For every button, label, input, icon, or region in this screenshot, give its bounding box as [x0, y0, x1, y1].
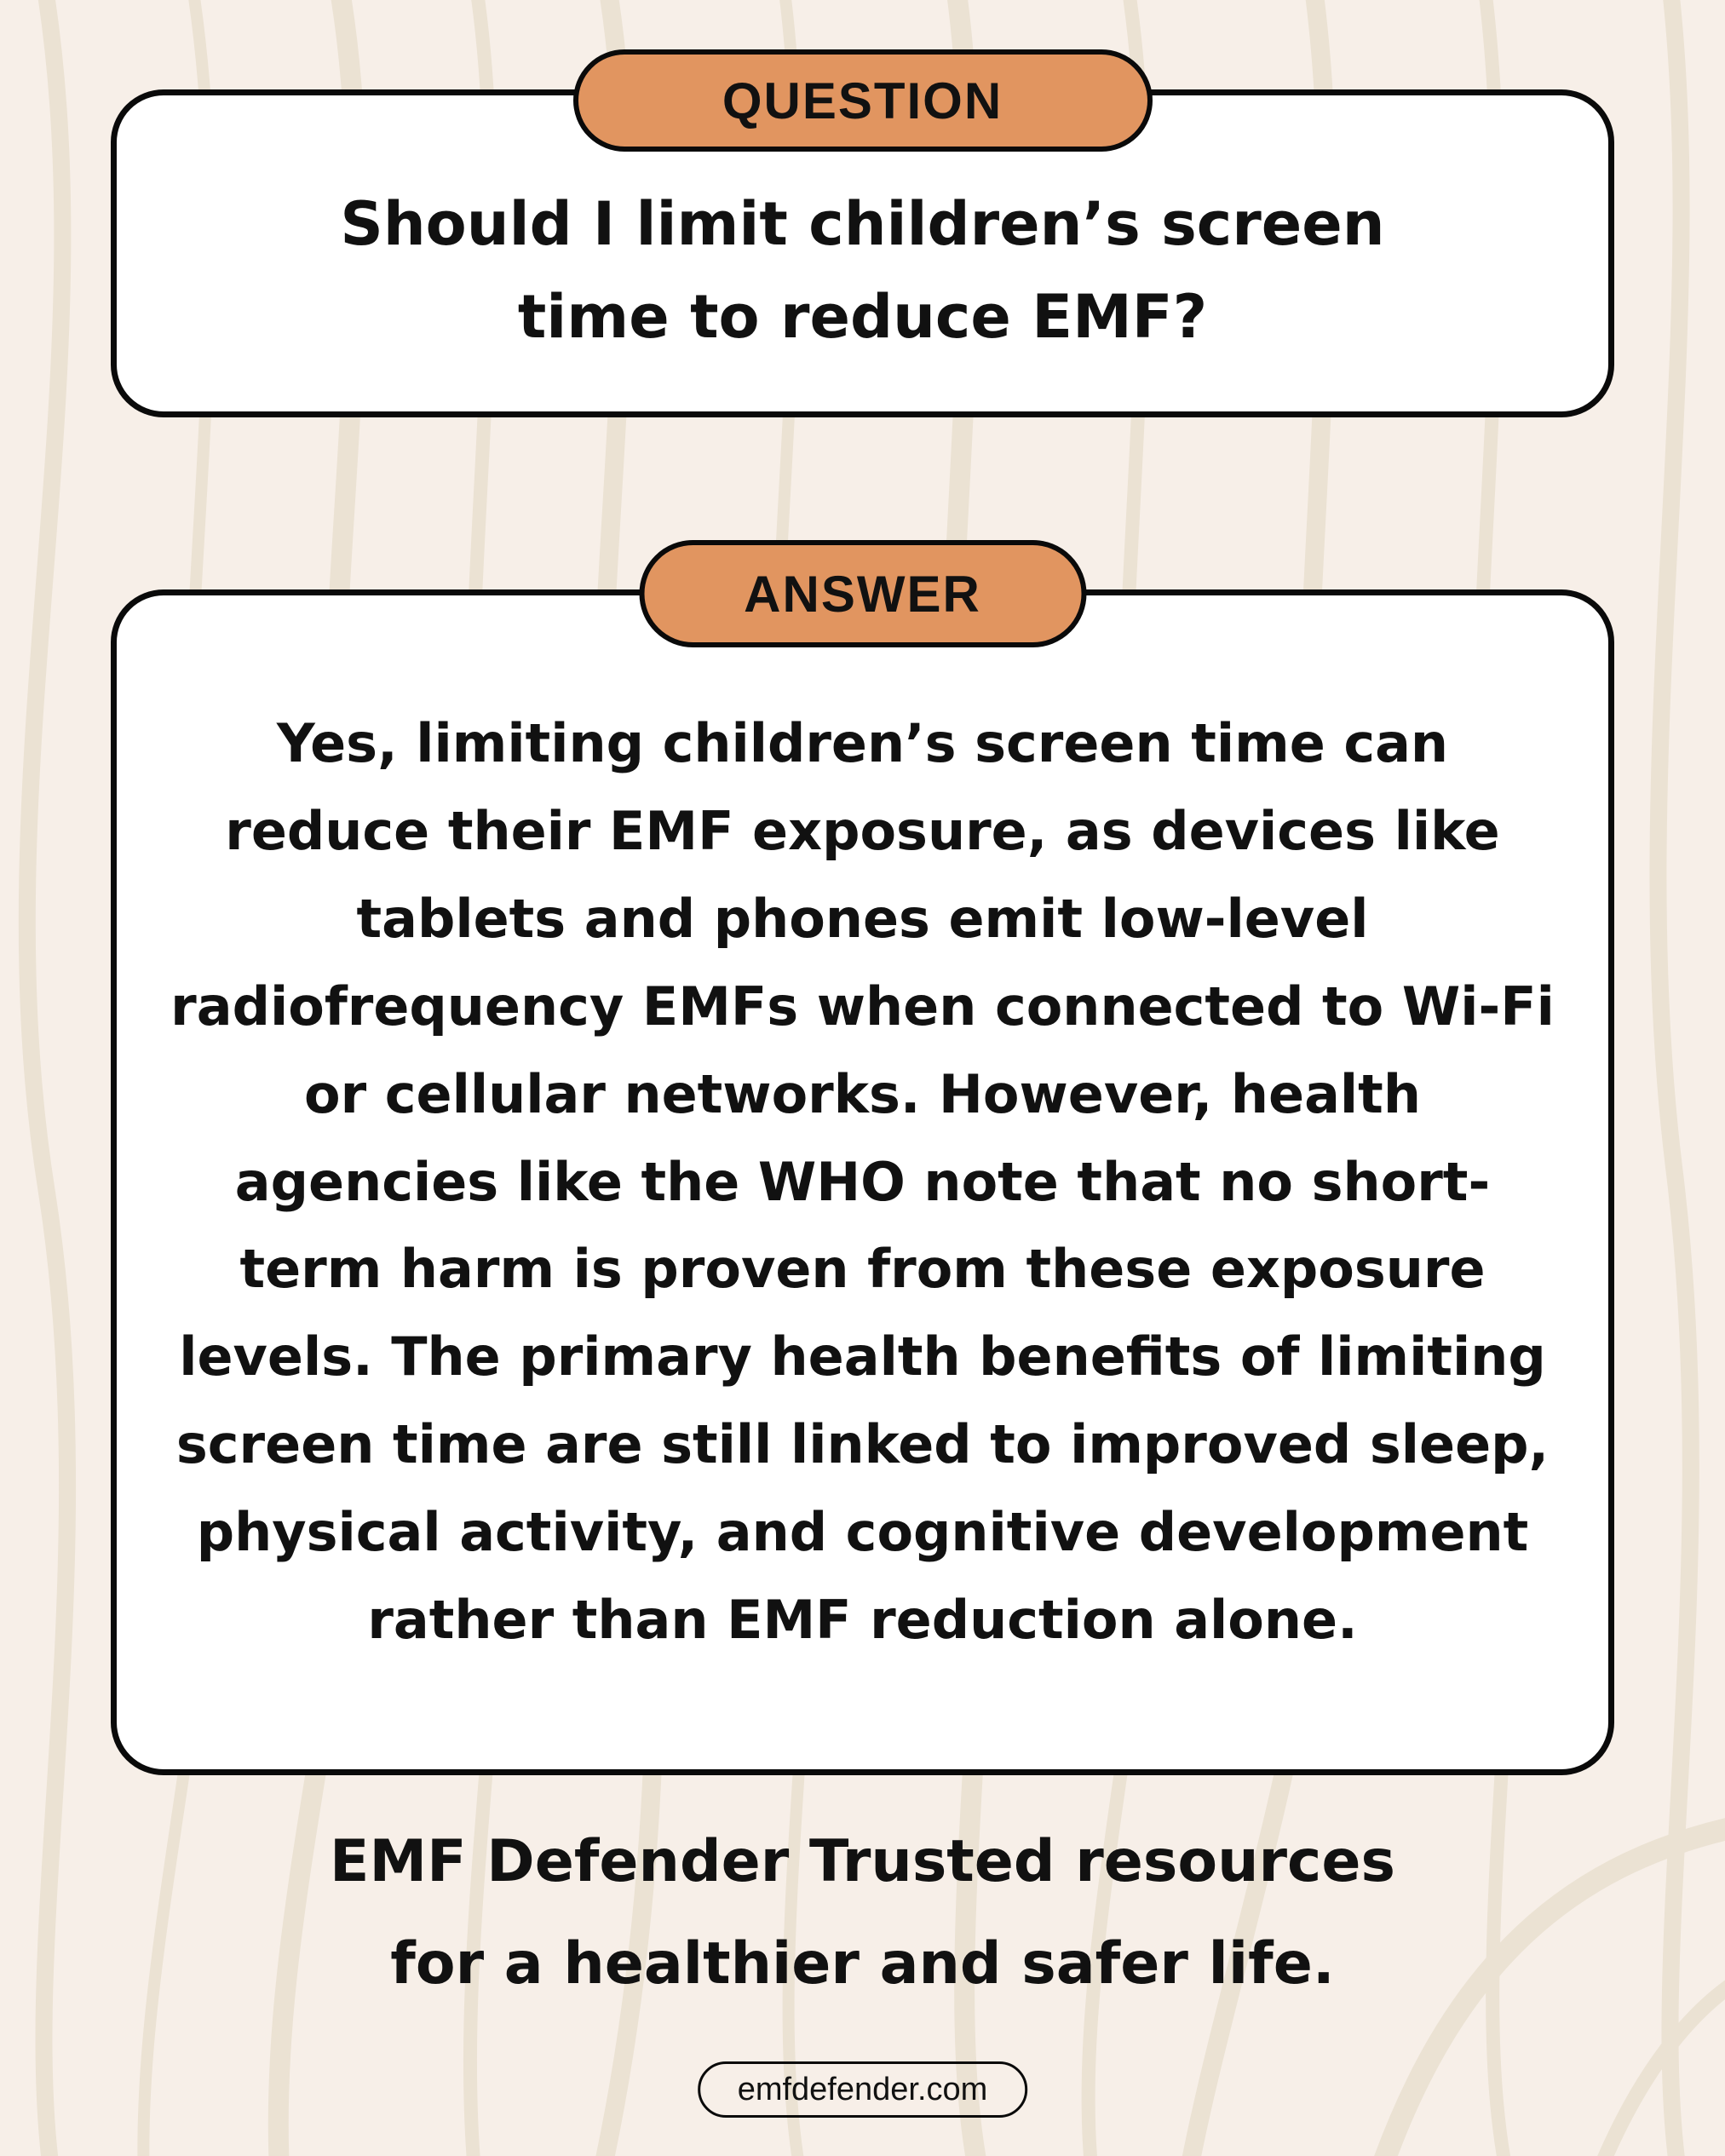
answer-text: Yes, limiting children’s screen time can reduce their EMF exposure, as devices like tablets and phones emit low-level radiofrequency EMFs when connected to Wi-Fi or cellular networks. However, health agencies like the WHO note that no short-term harm is proven from these exposure levels. The primary health benefits of limiting screen time are still linked to improved sleep, physical activity, and cognitive development rather than EMF reduction alone. [170, 712, 1555, 1652]
answer-badge-label: ANSWER [744, 565, 981, 623]
question-badge-label: QUESTION [722, 72, 1003, 129]
website-pill [698, 2061, 1028, 2118]
answer-card [111, 589, 1614, 1775]
question-text: Should I limit children’s screen time to reduce EMF? [340, 189, 1385, 352]
answer-badge [639, 540, 1086, 647]
website-label: emfdefender.com [737, 2071, 988, 2107]
footer-tagline-line1: EMF Defender Trusted resources [330, 1828, 1395, 1895]
footer-tagline [0, 1828, 1725, 1998]
question-badge [573, 49, 1153, 152]
footer-tagline-line2: for a healthier and safer life. [390, 1930, 1335, 1998]
